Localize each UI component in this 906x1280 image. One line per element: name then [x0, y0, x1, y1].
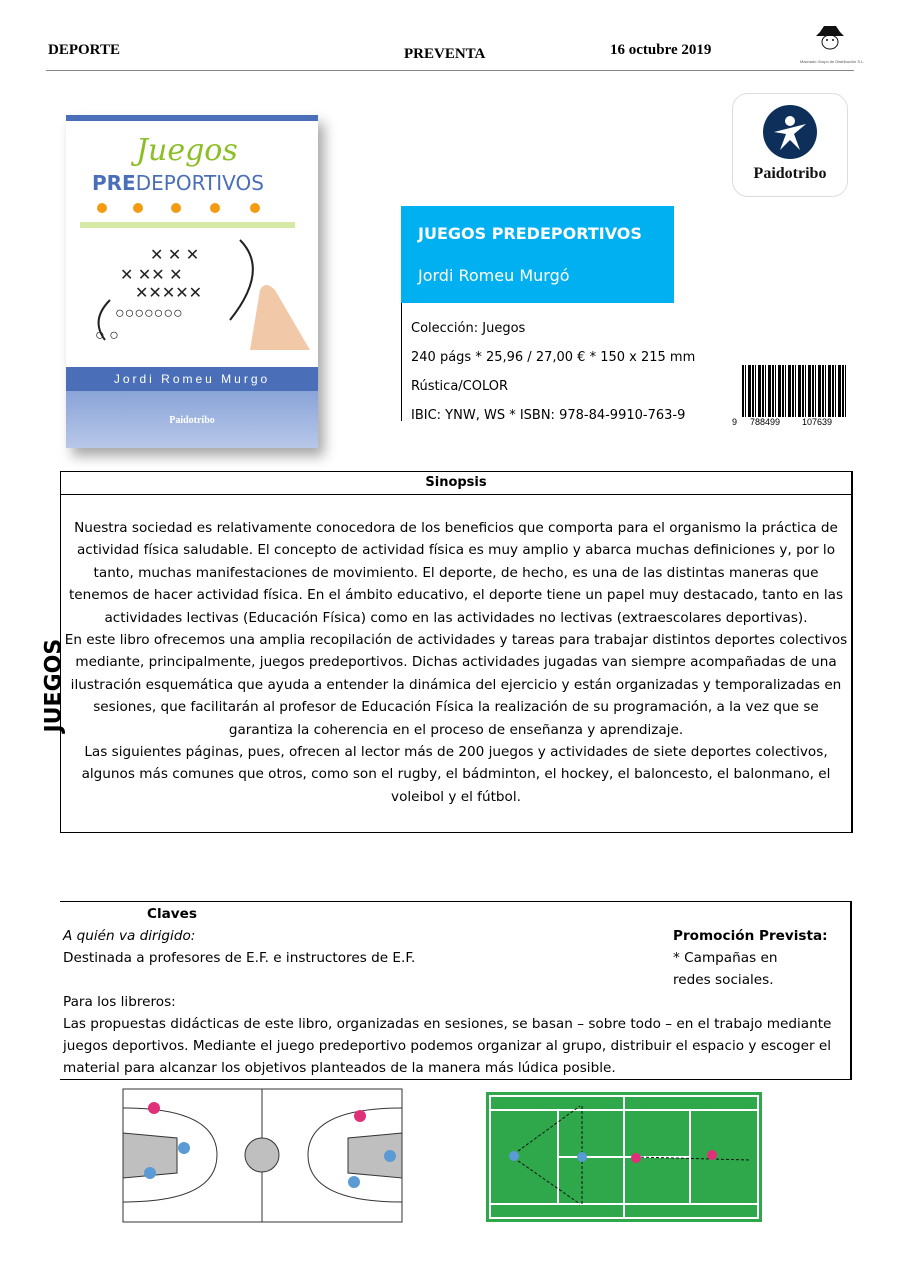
- basketball-court-diagram: [122, 1088, 404, 1223]
- section-label: DEPORTE: [48, 42, 120, 58]
- book-title-box: [401, 206, 674, 303]
- header-divider: [46, 70, 854, 71]
- svg-text:○ ○: ○ ○: [95, 327, 119, 344]
- book-title: JUEGOS PREDEPORTIVOS: [418, 224, 642, 243]
- svg-text:✕ ✕ ✕: ✕ ✕ ✕: [150, 247, 200, 264]
- codes: IBIC: YNW, WS * ISBN: 978-84-9910-763-9: [411, 408, 686, 423]
- svg-text:○○○○○○○: ○○○○○○○: [115, 305, 183, 322]
- collection: Colección: Juegos: [411, 321, 526, 336]
- barcode: 9 788499 107639: [732, 365, 852, 430]
- paidotribo-emblem-icon: [760, 104, 820, 160]
- book-author: Jordi Romeu Murgó: [418, 266, 570, 285]
- sinopsis-heading: Sinopsis: [61, 472, 851, 495]
- publisher-logo: Paidotribo: [732, 93, 848, 197]
- specs: 240 págs * 25,96 / 27,00 € * 150 x 215 mm: [411, 350, 696, 365]
- sinopsis-box: [60, 471, 853, 833]
- side-category-label: JUEGOS: [41, 638, 67, 733]
- svg-text:✕ ✕✕ ✕: ✕ ✕✕ ✕: [120, 267, 183, 284]
- book-details: [411, 314, 695, 430]
- play-diagram-illustration: [80, 200, 310, 350]
- hat-man-icon: [810, 24, 850, 54]
- claves-heading: Claves: [147, 906, 197, 922]
- date: 16 octubre 2019: [610, 42, 712, 58]
- distributor-logo: Machado Grupo de Distribución S.L.: [800, 24, 860, 64]
- binding: Rústica/COLOR: [411, 379, 509, 394]
- tennis-court-diagram: [486, 1092, 762, 1222]
- presale-label: PREVENTA: [404, 46, 486, 62]
- book-cover: Juegos PREDEPORTIVOS ✕ ✕ ✕ ✕ ✕✕ ✕ ✕✕✕✕✕ ○○○○○○○ ○ ○ Jordi Romeu Murgo Paidotribo: [66, 115, 318, 448]
- svg-text:✕✕✕✕✕: ✕✕✕✕✕: [135, 285, 203, 302]
- claves-box: Claves A quién va dirigido: Destinada a profesores de E.F. e instructores de E.F. Promoción Prevista: * Campañas en redes sociales. Para los libreros: Las propuestas didácticas de este libro, organizadas en sesiones, se basan – sobre todo – en el trabajo mediante juegos deportivos. Mediante el juego predeportivo podemos organizar al grupo, distribuir el espacio y escoger el material para alcanzar los objetivos planteados de la manera más lúdica posible.: [60, 901, 852, 1080]
- sinopsis-text: Nuestra sociedad es relativamente conocedora de los beneficios que comporta para el organismo la práctica de actividad física saludable. El concepto de actividad física es muy amplio y abarca muchas definiciones y, por lo tanto, muchas manifestaciones de movimiento. El deporte, de hecho, es una de las distintas maneras que tenemos de hacer actividad física. En el ámbito educativo, el deporte tiene un papel muy destacado, tanto en las actividades lectivas (Educación Física) como en las actividades no lectivas (extraescolares deportivas). En este libro ofrecemos una amplia recopilación de actividades y tareas para trabajar distintos deportes colectivos mediante, principalmente, juegos predeportivos. Dichas actividades jugadas van siempre acompañadas de una ilustración esquemática que ayuda a entender la dinámica del ejercicio y están organizadas y temporalizadas en sesiones, que facilitarán al profesor de Educación Física la realización de su programación, a la vez que se garantiza la coherencia en el proceso de enseñanza y aprendizaje. Las siguientes páginas, pues, ofrecen al lector más de 200 juegos y actividades de siete deportes colectivos, algunos más comunes que otros, como son el rugby, el bádminton, el hockey, el baloncesto, el balonmano, el voleibol y el fútbol.: [64, 520, 848, 805]
